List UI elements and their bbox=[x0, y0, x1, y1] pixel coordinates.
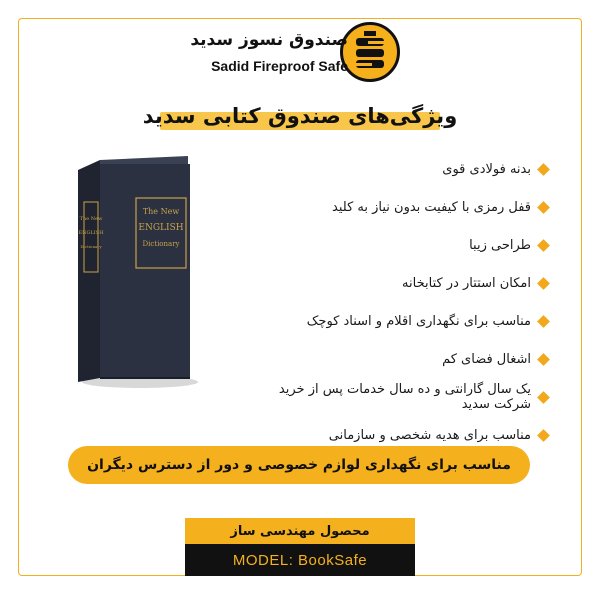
bullet-diamond-icon bbox=[537, 239, 550, 252]
brand-name-fa: صندوق نسوز سدید bbox=[190, 30, 348, 50]
footer-company: محصول مهندسی ساز bbox=[185, 518, 415, 544]
book-label-line3: Dictionary bbox=[142, 240, 180, 248]
feature-text: قفل رمزی با کیفیت بدون نیاز به کلید bbox=[332, 199, 531, 215]
brand-logo bbox=[340, 22, 400, 82]
spine-label-line1: The New bbox=[79, 216, 103, 222]
feature-text: بدنه فولادی قوی bbox=[442, 161, 531, 177]
bullet-diamond-icon bbox=[537, 353, 550, 366]
brand-text bbox=[190, 30, 348, 50]
feature-text: مناسب برای هدیه شخصی و سازمانی bbox=[328, 427, 531, 443]
bullet-diamond-icon bbox=[537, 277, 550, 290]
bullet-diamond-icon bbox=[537, 201, 550, 214]
feature-item bbox=[248, 340, 548, 378]
feature-item bbox=[248, 264, 548, 302]
feature-text: مناسب برای نگهداری اقلام و اسناد کوچک bbox=[306, 313, 531, 329]
bullet-diamond-icon bbox=[537, 391, 550, 404]
footer-model: MODEL: BookSafe bbox=[185, 544, 415, 576]
brand-name-en: Sadid Fireproof Safe bbox=[211, 58, 348, 74]
usage-banner: مناسب برای نگهداری لوازم خصوصی و دور از دسترس دیگران bbox=[68, 446, 530, 484]
book-safe-image bbox=[70, 150, 200, 390]
page-title: ویژگی‌های صندوق کتابی سدید bbox=[142, 104, 458, 128]
spine-label-line2: ENGLISH bbox=[78, 230, 104, 236]
feature-item bbox=[248, 188, 548, 226]
feature-item bbox=[248, 302, 548, 340]
feature-item bbox=[248, 226, 548, 264]
safe-logo-icon bbox=[343, 25, 397, 79]
feature-text: اشغال فضای کم bbox=[442, 351, 531, 367]
feature-text: یک سال گارانتی و ده سال خدمات پس از خرید شرکت سدید bbox=[278, 382, 531, 412]
feature-item bbox=[248, 378, 548, 416]
book-label-line2: ENGLISH bbox=[138, 223, 184, 233]
feature-list bbox=[248, 150, 548, 454]
spine-label-line3: Dictionary bbox=[80, 244, 102, 249]
footer-badge bbox=[185, 518, 415, 576]
feature-item bbox=[248, 150, 548, 188]
bullet-diamond-icon bbox=[537, 315, 550, 328]
feature-text: امکان استتار در کتابخانه bbox=[402, 275, 531, 291]
bullet-diamond-icon bbox=[537, 163, 550, 176]
book-label-line1: The New bbox=[142, 207, 180, 216]
feature-text: طراحی زیبا bbox=[469, 237, 531, 253]
bullet-diamond-icon bbox=[537, 429, 550, 442]
